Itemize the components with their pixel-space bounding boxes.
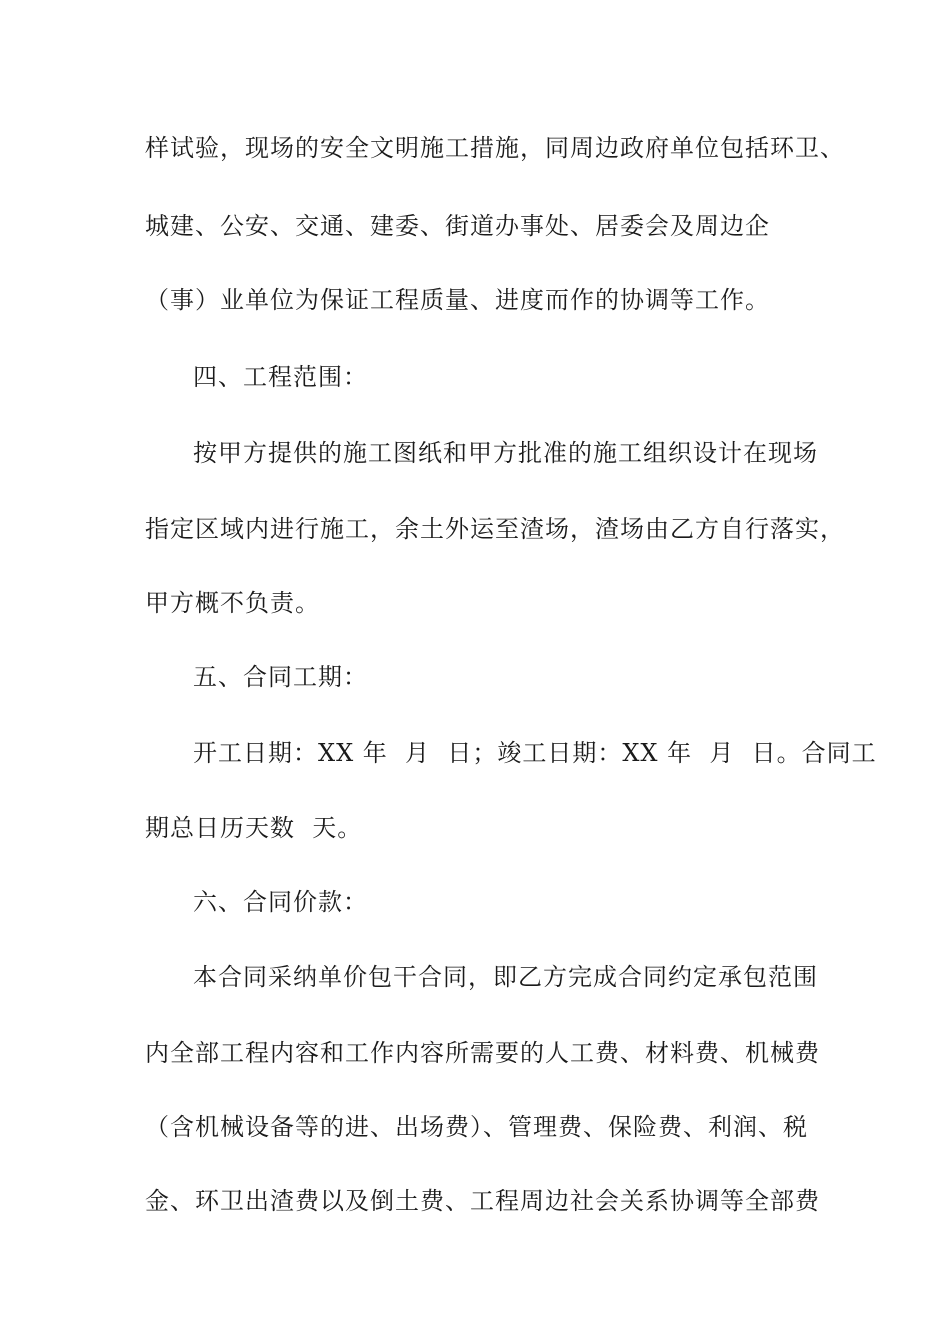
paragraph-line-3: （事）业单位为保证工程质量、进度而作的协调等工作。	[145, 286, 770, 314]
paragraph-line-10: 期总日历天数 天。	[145, 814, 363, 842]
paragraph-line-7: 甲方概不负责。	[145, 589, 320, 617]
paragraph-line-9: 开工日期：XX 年 月 日；竣工日期：XX 年 月 日。合同工	[193, 739, 877, 767]
section-heading-duration: 五、合同工期：	[193, 663, 368, 691]
paragraph-line-6: 指定区域内进行施工，余土外运至渣场，渣场由乙方自行落实，	[145, 515, 845, 543]
section-heading-price: 六、合同价款：	[193, 888, 368, 916]
paragraph-line-13: 内全部工程内容和工作内容所需要的人工费、材料费、机械费	[145, 1039, 820, 1067]
paragraph-line-5: 按甲方提供的施工图纸和甲方批准的施工组织设计在现场	[193, 439, 818, 467]
paragraph-line-14: （含机械设备等的进、出场费）、管理费、保险费、利润、税	[145, 1113, 808, 1141]
paragraph-line-1: 样试验，现场的安全文明施工措施，同周边政府单位包括环卫、	[145, 134, 845, 162]
paragraph-line-12: 本合同采纳单价包干合同，即乙方完成合同约定承包范围	[193, 963, 818, 991]
section-heading-scope: 四、工程范围：	[193, 363, 368, 391]
paragraph-line-2: 城建、公安、交通、建委、街道办事处、居委会及周边企	[145, 212, 770, 240]
paragraph-line-15: 金、环卫出渣费以及倒土费、工程周边社会关系协调等全部费	[145, 1187, 820, 1215]
